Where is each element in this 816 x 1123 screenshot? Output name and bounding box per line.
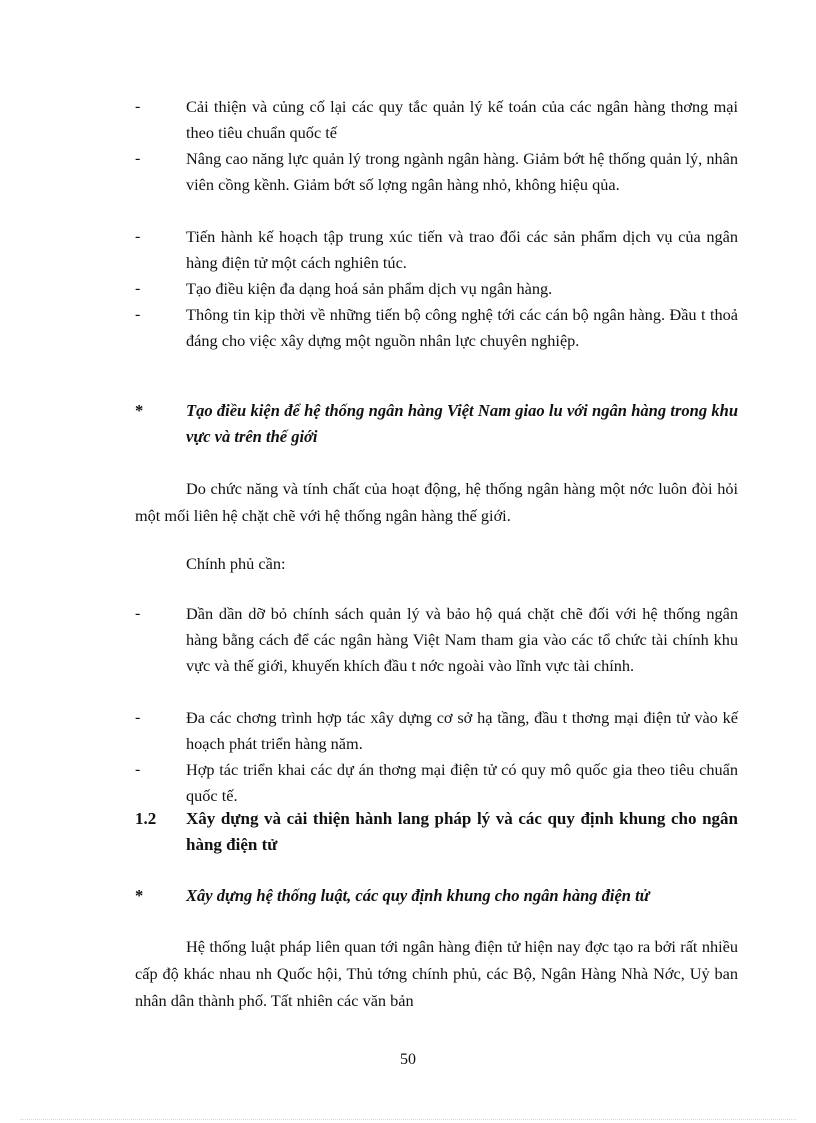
list-item-text: Tiến hành kế hoạch tập trung xúc tiến và trao đổi các sản phẩm dịch vụ của ngân hàng điện tử một cách nghiên túc. (186, 227, 738, 272)
dash-marker: - (135, 228, 141, 245)
dash-marker: - (135, 98, 141, 115)
list-item-text: Cải thiện và củng cố lại các quy tắc quản lý kế toán của các ngân hàng thơng mại theo tiêu chuẩn quốc tế (186, 97, 738, 142)
list-item (0, 224, 816, 276)
list-item-text: Đa các chơng trình hợp tác xây dựng cơ sở hạ tầng, đầu t thơng mại điện tử vào kế hoạch phát triển hàng năm. (186, 708, 738, 753)
list-item-text: Tạo điều kiện đa dạng hoá sản phẩm dịch vụ ngân hàng. (186, 279, 553, 298)
list-item (0, 757, 816, 809)
subheading-text: Xây dựng hệ thống luật, các quy định khung cho ngân hàng điện tử (186, 886, 650, 905)
list-item-text: Hợp tác triển khai các dự án thơng mại điện tử có quy mô quốc gia theo tiêu chuẩn quốc tế. (186, 760, 738, 805)
dash-marker: - (135, 280, 141, 297)
dash-marker: - (135, 150, 141, 167)
list-item (0, 601, 816, 705)
footer-divider (20, 1119, 796, 1120)
subheading-text: Tạo điều kiện để hệ thống ngân hàng Việt Nam giao lu với ngân hàng trong khu vực và trên thế giới (186, 401, 738, 446)
section-heading (0, 806, 816, 858)
dash-marker: - (135, 306, 141, 323)
page-number: 50 (400, 1051, 416, 1068)
list-item (0, 705, 816, 757)
bullet-list-b (0, 601, 816, 809)
dash-marker: - (135, 709, 141, 726)
paragraph: Hệ thống luật pháp liên quan tới ngân hàng điện tử hiện nay đợc tạo ra bởi rất nhiều cấp độ khác nhau nh Quốc hội, Thủ tớng chính phủ, các Bộ, Ngân Hàng Nhà Nớc, Uỷ ban nhân dân thành phố. Tất nhiên các văn bản (135, 937, 738, 1010)
section-number: 1.2 (135, 809, 157, 828)
gov-needs-label: Chính phủ cần: (186, 554, 286, 573)
list-item-text: Dần dần dỡ bỏ chính sách quản lý và bảo hộ quá chặt chẽ đối với hệ thống ngân hàng bằng cách để các ngân hàng Việt Nam tham gia vào các tổ chức tài chính khu vực và thế giới, khuyến khích đầu t nớc ngoài vào lĩnh vực tài chính. (186, 604, 738, 675)
dash-marker: - (135, 605, 141, 622)
list-item (0, 302, 816, 380)
asterisk-marker: * (135, 401, 144, 420)
asterisk-marker: * (135, 886, 144, 905)
subheading-legal (0, 883, 816, 909)
paragraph: Do chức năng và tính chất của hoạt động, hệ thống ngân hàng một nớc luôn đòi hỏi một mối liên hệ chặt chẽ với hệ thống ngân hàng thế giới. (135, 479, 738, 525)
bullet-list-a (0, 94, 816, 380)
section-title: Xây dựng và cải thiện hành lang pháp lý và các quy định khung cho ngân hàng điện tử (186, 809, 738, 854)
dash-marker: - (135, 761, 141, 778)
list-item (0, 94, 816, 146)
list-item (0, 276, 816, 302)
list-item-text: Nâng cao năng lực quản lý trong ngành ngân hàng. Giảm bớt hệ thống quản lý, nhân viên cồng kềnh. Giảm bớt số lợng ngân hàng nhỏ, không hiệu qủa. (186, 149, 738, 194)
list-item (0, 146, 816, 224)
list-item-text: Thông tin kịp thời về những tiến bộ công nghệ tới các cán bộ ngân hàng. Đầu t thoả đáng cho việc xây dựng một nguồn nhân lực chuyên nghiệp. (186, 305, 738, 350)
subheading-international (0, 398, 816, 450)
